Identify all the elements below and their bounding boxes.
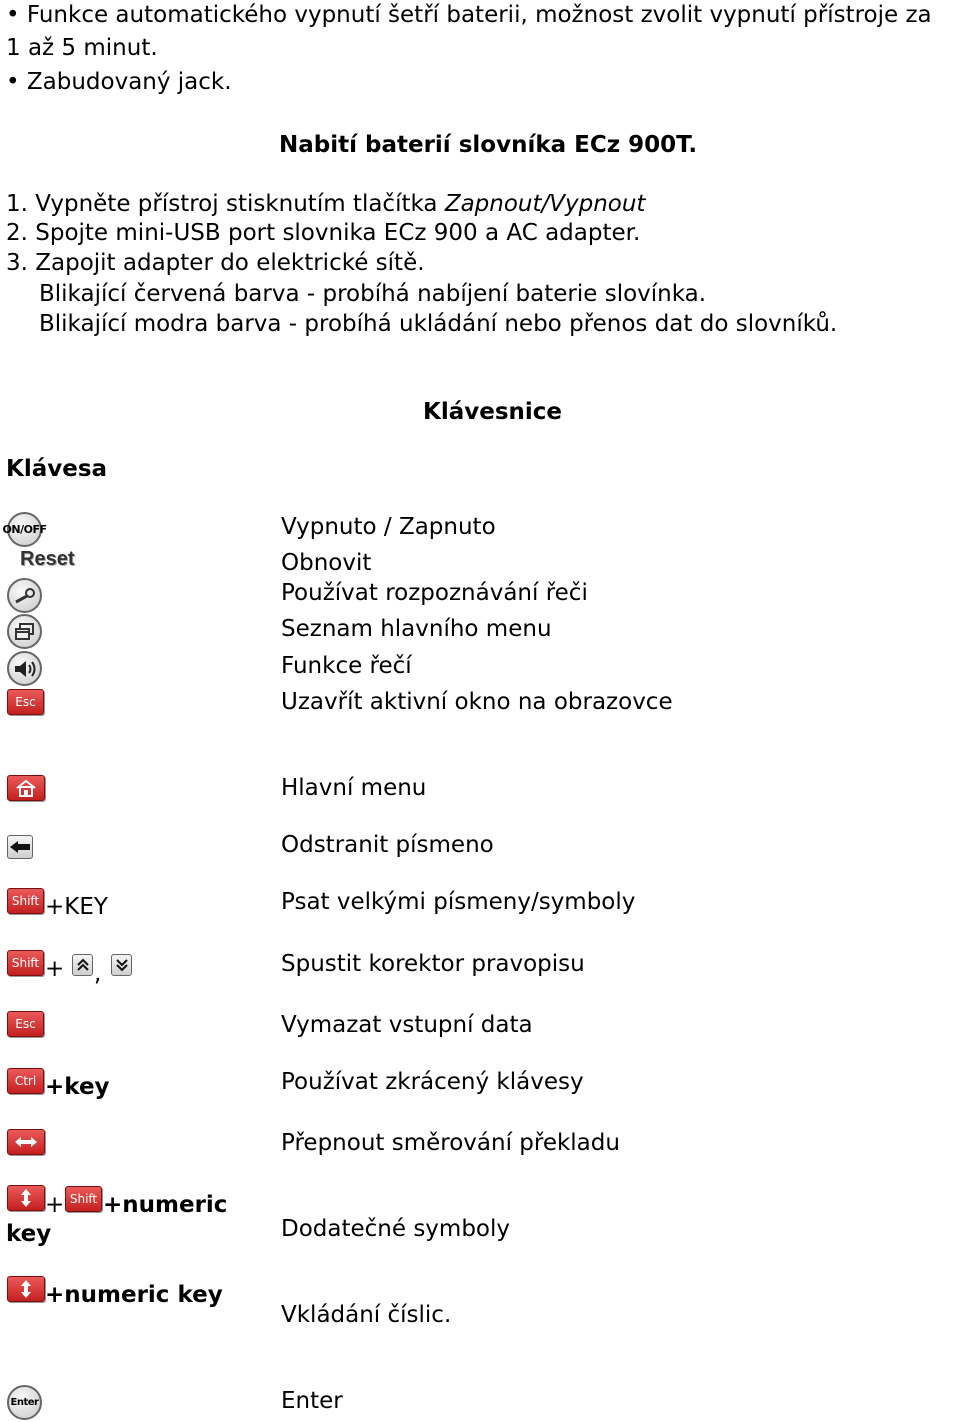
bullet-auto-off-line2: 1 až 5 minut. (6, 35, 158, 61)
desc-updown-numeric: Vkládání číslic. (281, 1302, 452, 1328)
speaker-icon (7, 651, 42, 686)
windows-icon (7, 614, 42, 649)
charging-step-1-text: 1. Vypněte přístroj stisknutím tlačítka (6, 191, 445, 217)
combo-ctrl-key: +key (45, 1074, 110, 1100)
combo-plus: + (45, 956, 65, 982)
desc-updown-shift: Dodatečné symboly (281, 1216, 511, 1242)
combo-comma: , (94, 961, 102, 987)
up-down-arrow-icon-2 (7, 1276, 45, 1302)
desc-esc-close: Uzavřít aktivní okno na obrazovce (281, 689, 673, 715)
desc-reset: Obnovit (281, 550, 372, 576)
shift-key-3: Shift (65, 1186, 102, 1212)
double-chevron-up-icon (72, 954, 93, 976)
double-chevron-down-icon (111, 954, 132, 976)
desc-swap: Přepnout směrování překladu (281, 1130, 620, 1156)
desc-speech-recognition: Používat rozpoznávání řeči (281, 580, 588, 606)
microphone-icon (7, 578, 42, 613)
desc-backspace: Odstranit písmeno (281, 832, 494, 858)
charging-step-1 (6, 190, 645, 218)
desc-speech: Funkce řečí (281, 653, 412, 679)
bullet-jack: • Zabudovaný jack. (6, 69, 232, 95)
key-column-header: Klávesa (6, 456, 108, 482)
charging-note-blue: Blikající modra barva - probíhá ukládání nebo přenos dat do slovníků. (39, 311, 838, 337)
esc-key: Esc (7, 689, 44, 715)
backspace-arrow-icon (7, 835, 33, 859)
shift-key: Shift (7, 888, 44, 914)
ctrl-key: Ctrl (7, 1068, 44, 1094)
onoff-key: ON/OFF (7, 512, 42, 547)
reset-key: Reset (20, 548, 75, 570)
esc-key-2: Esc (7, 1011, 44, 1037)
desc-shift-arrows: Spustit korektor pravopisu (281, 951, 585, 977)
desc-esc-clear: Vymazat vstupní data (281, 1012, 533, 1038)
home-icon (7, 775, 45, 801)
charging-step-1-key: Zapnout/Vypnout (444, 191, 646, 217)
charging-step-2: 2. Spojte mini-USB port slovnika ECz 900 a AC adapter. (6, 220, 641, 246)
charging-step-3: 3. Zapojit adapter do elektrické sítě. (6, 250, 425, 276)
combo-updown-plus: + (45, 1192, 65, 1218)
up-down-arrow-icon (7, 1185, 45, 1211)
desc-enter: Enter (281, 1388, 343, 1414)
shift-key-2: Shift (7, 950, 44, 976)
combo-shift-key: +KEY (45, 894, 108, 920)
desc-home: Hlavní menu (281, 775, 427, 801)
desc-shift-key: Psat velkými písmeny/symboly (281, 889, 636, 915)
desc-ctrl-key: Používat zkrácený klávesy (281, 1069, 584, 1095)
charging-title: Nabití baterií slovníka ECz 900T. (279, 132, 698, 158)
combo-updown-numeric: +numeric key (45, 1282, 223, 1308)
desc-main-menu-list: Seznam hlavního menu (281, 616, 552, 642)
charging-note-red: Blikající červená barva - probíhá nabíjení baterie slovínka. (39, 281, 707, 307)
combo-updown-shift-key: key (6, 1221, 52, 1247)
keyboard-title: Klávesnice (423, 399, 562, 425)
desc-onoff: Vypnuto / Zapnuto (281, 514, 496, 540)
bullet-auto-off-line1: • Funkce automatického vypnutí šetří baterii, možnost zvolit vypnutí přístroje za (6, 2, 932, 28)
left-right-arrow-icon (7, 1129, 45, 1155)
enter-key: Enter (7, 1385, 42, 1420)
combo-updown-shift-numeric: +numeric (103, 1192, 228, 1218)
